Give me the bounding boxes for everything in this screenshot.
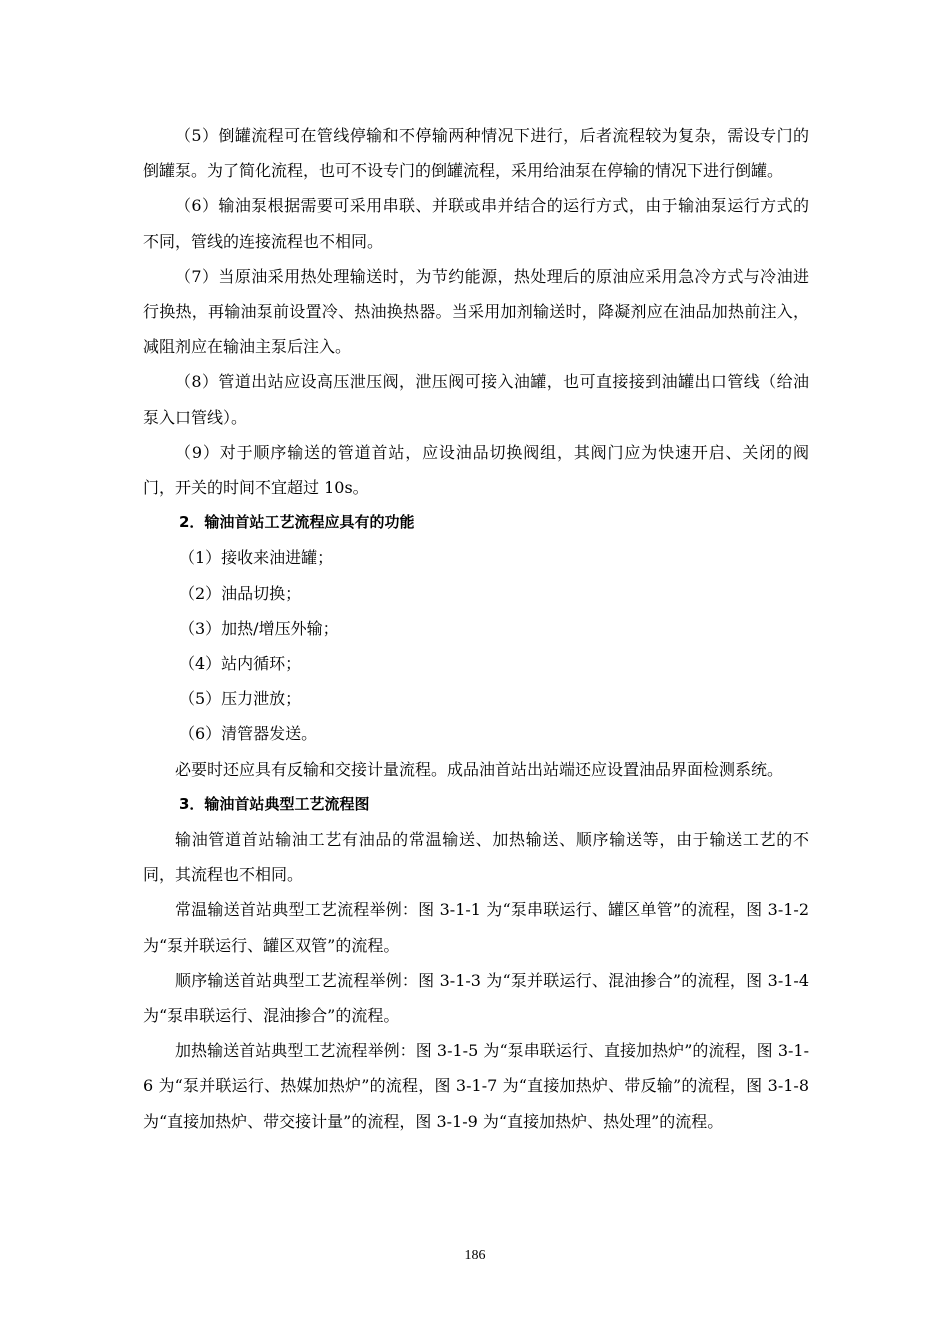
function-item-3: （3）加热/增压外输；	[179, 618, 339, 638]
functions-note: 必要时还应具有反输和交接计量流程。成品油首站出站端还应设置油品界面检测系统。	[175, 759, 784, 779]
paragraph-item-8: （8）管道出站应设高压泄压阀，泄压阀可接入油罐，也可直接接到油罐出口管线（给油泵入口管线）。	[143, 372, 809, 427]
page-number: 186	[464, 1248, 486, 1263]
section3-heated-example: 加热输送首站典型工艺流程举例：图 3-1-5 为“泵串联运行、直接加热炉”的流程，图 3-1-6 为“泵并联运行、热媒加热炉”的流程，图 3-1-7 为“直接加热炉、带反输”的流程，图 3-1-8 为“直接加热炉、带交接计量”的流程，图 3-1-9 为“直接加热炉、热处理”的流程。	[143, 1041, 809, 1131]
function-item-5: （5）压力泄放；	[179, 689, 302, 709]
paragraph-item-7: （7）当原油采用热处理输送时，为节约能源，热处理后的原油应采用急冷方式与冷油进行换热，再输油泵前设置冷、热油换热器。当采用加剂输送时，降凝剂应在油品加热前注入，减阻剂应在输油主泵后注入。	[143, 266, 809, 357]
function-item-1: （1）接收来油进罐；	[179, 548, 334, 568]
function-item-6: （6）清管器发送。	[179, 724, 318, 744]
paragraph-item-6: （6）输油泵根据需要可采用串联、并联或串并结合的运行方式，由于输油泵运行方式的不同，管线的连接流程也不相同。	[143, 196, 809, 251]
section3-intro: 输油管道首站输油工艺有油品的常温输送、加热输送、顺序输送等，由于输送工艺的不同，其流程也不相同。	[143, 830, 809, 885]
function-item-4: （4）站内循环；	[179, 654, 302, 674]
paragraph-item-9: （9）对于顺序输送的管道首站，应设油品切换阀组，其阀门应为快速开启、关闭的阀门，开关的时间不宜超过 10s。	[143, 442, 809, 498]
function-item-2: （2）油品切换；	[179, 583, 302, 603]
section3-sequential-example: 顺序输送首站典型工艺流程举例：图 3-1-3 为“泵并联运行、混油掺合”的流程，图 3-1-4 为“泵串联运行、混油掺合”的流程。	[143, 970, 809, 1026]
section-heading-2: 2．输油首站工艺流程应具有的功能	[179, 513, 415, 532]
section3-normal-temp-example: 常温输送首站典型工艺流程举例：图 3-1-1 为“泵串联运行、罐区单管”的流程，图 3-1-2 为“泵并联运行、罐区双管”的流程。	[143, 900, 809, 955]
section-heading-3: 3．输油首站典型工艺流程图	[179, 794, 370, 813]
page-body	[143, 118, 809, 1139]
paragraph-item-5: （5）倒罐流程可在管线停输和不停输两种情况下进行，后者流程较为复杂，需设专门的倒罐泵。为了简化流程，也可不设专门的倒罐流程，采用给油泵在停输的情况下进行倒罐。	[143, 126, 809, 181]
